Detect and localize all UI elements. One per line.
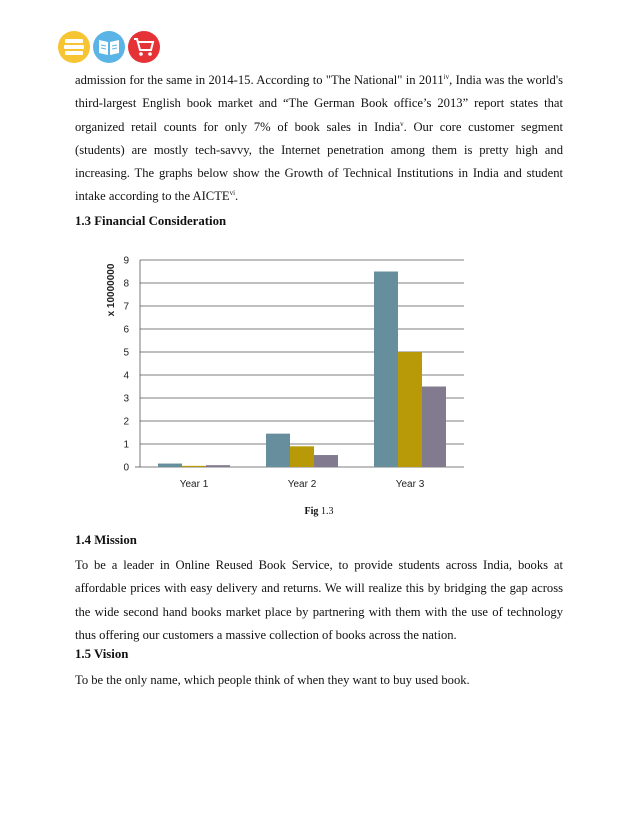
bar <box>398 352 422 467</box>
y-tick-label: 6 <box>123 324 129 336</box>
y-tick-label: 5 <box>123 347 129 359</box>
mission-paragraph: To be a leader in Online Reused Book Service, to provide students across India, books at affordable prices with easy delivery and returns. We will realize this by bridging the gap across the wide second hand books market place by partnering with them with the use of technology thus offering our customers a massive collection of books across the nation. <box>75 558 563 642</box>
y-tick-label: 1 <box>123 439 129 451</box>
y-tick-label: 8 <box>123 278 129 290</box>
vision-paragraph: To be the only name, which people think of when they want to buy used book. <box>75 673 470 687</box>
y-tick-label: 9 <box>123 255 129 267</box>
bar <box>290 446 314 467</box>
bar <box>182 466 206 467</box>
vision-heading: 1.5 Vision <box>75 647 129 661</box>
bar <box>158 464 182 467</box>
bar <box>266 434 290 467</box>
bar <box>374 272 398 468</box>
growth-bar-chart <box>100 250 480 495</box>
x-tick-label: Year 3 <box>395 479 425 490</box>
open-book-icon <box>93 31 125 63</box>
x-tick-label: Year 1 <box>179 479 209 490</box>
figure-caption: Fig 1.3 <box>304 506 334 517</box>
mission-heading: 1.4 Mission <box>75 533 137 547</box>
y-axis-label: x 10000000 <box>106 263 117 317</box>
financial-heading: 1.3 Financial Consideration <box>75 214 227 228</box>
y-tick-label: 3 <box>123 393 129 405</box>
bar <box>206 465 230 467</box>
bar <box>422 387 446 468</box>
bar <box>314 455 338 467</box>
y-tick-label: 2 <box>123 416 129 428</box>
y-tick-label: 4 <box>123 370 129 382</box>
shopping-cart-icon <box>128 31 160 63</box>
y-tick-label: 7 <box>123 301 129 313</box>
x-tick-label: Year 2 <box>287 479 317 490</box>
brand-logo <box>58 31 160 63</box>
y-tick-label: 0 <box>123 462 129 474</box>
books-stack-icon <box>58 31 90 63</box>
intro-paragraph: admission for the same in 2014-15. According to "The National" in 2011$^{iv}$, India was the world's third-largest English book market and “The German Book office’s 2013” report states that organized retail counts for only 7% of book sales in India$^v$. Our core customer segment (students) are mostly tech-savvy, the Internet penetration among them is pretty high and increasing. The graphs below show the Growth of Technical Institutions in India and student intake according to the AICTE$^{vi}$. <box>75 72 563 204</box>
